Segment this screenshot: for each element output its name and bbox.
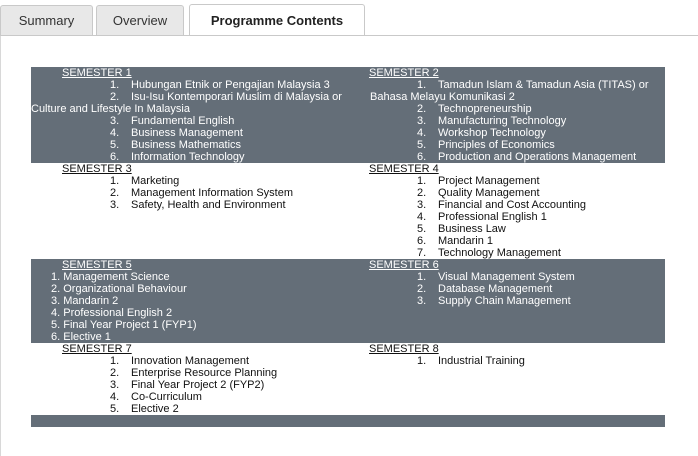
item-number: 1. (417, 175, 427, 187)
tab-summary[interactable]: Summary (0, 5, 93, 35)
semester-4-title: SEMESTER 4 (369, 163, 439, 175)
course-item: Information Technology (131, 151, 245, 163)
item-number: 5. (417, 223, 427, 235)
course-item: Mandarin 1 (438, 235, 494, 247)
item-number: 6. (417, 235, 427, 247)
course-item-continued: Culture and Lifestyle In Malaysia (31, 103, 190, 115)
item-number: 4. (110, 127, 120, 139)
course-item: Professional English 1 (438, 211, 547, 223)
course-item: Management Information System (131, 187, 294, 199)
tab-overview[interactable]: Overview (96, 5, 184, 35)
course-item: 4. Professional English 2 (51, 307, 173, 319)
item-number: 7. (417, 247, 427, 259)
semester-3-title: SEMESTER 3 (62, 163, 132, 175)
course-item: Technology Management (438, 247, 561, 259)
course-item: Hubungan Etnik or Pengajian Malaysia 3 (131, 79, 330, 91)
semester-5-title: SEMESTER 5 (62, 259, 132, 271)
course-item-continued: Bahasa Melayu Komunikasi 2 (370, 91, 515, 103)
item-number: 2. (110, 91, 120, 103)
course-item: Tamadun Islam & Tamadun Asia (TITAS) or (438, 79, 649, 91)
course-item: Financial and Cost Accounting (438, 199, 586, 211)
semester-3-cell (31, 163, 350, 259)
semester-7-cell (31, 343, 350, 415)
item-number: 3. (417, 295, 427, 307)
item-number: 4. (110, 391, 120, 403)
course-item: Visual Management System (438, 271, 575, 283)
item-number: 3. (110, 115, 120, 127)
item-number: 1. (417, 79, 427, 91)
course-item: Business Management (131, 127, 243, 139)
item-number: 1. (110, 175, 120, 187)
course-item: 6. Elective 1 (51, 331, 111, 343)
tab-divider (0, 35, 698, 36)
semester-row-2 (31, 163, 665, 259)
course-item: Co-Curriculum (131, 391, 202, 403)
item-number: 3. (417, 199, 427, 211)
item-number: 4. (417, 127, 427, 139)
course-item: Marketing (131, 175, 180, 187)
item-number: 4. (417, 211, 427, 223)
course-item: 5. Final Year Project 1 (FYP1) (51, 319, 197, 331)
item-number: 5. (417, 139, 427, 151)
item-number: 3. (417, 115, 427, 127)
table-footer-bar (31, 415, 665, 427)
course-item: Fundamental English (131, 115, 235, 127)
course-item: Industrial Training (438, 355, 525, 367)
footer-cell (31, 415, 350, 427)
semester-5-cell (31, 259, 350, 343)
course-item: Supply Chain Management (438, 295, 571, 307)
footer-cell (350, 415, 665, 427)
semester-6-cell (350, 259, 665, 343)
course-item: Technopreneurship (438, 103, 532, 115)
course-item: Enterprise Resource Planning (131, 367, 278, 379)
item-number: 2. (110, 367, 120, 379)
course-item: Workshop Technology (438, 127, 546, 139)
course-item: Project Management (438, 175, 540, 187)
item-number: 5. (110, 139, 120, 151)
course-item: 1. Management Science (51, 271, 170, 283)
semester-8-title: SEMESTER 8 (369, 343, 439, 355)
course-item: Final Year Project 2 (FYP2) (131, 379, 265, 391)
semester-8-cell (350, 343, 665, 415)
semester-2-title: SEMESTER 2 (369, 67, 439, 79)
item-number: 1. (110, 355, 120, 367)
course-item: 2. Organizational Behaviour (51, 283, 187, 295)
course-item: Business Law (438, 223, 506, 235)
course-item: Business Mathematics (131, 139, 242, 151)
item-number: 2. (110, 187, 120, 199)
course-item: Safety, Health and Environment (131, 199, 286, 211)
course-item: Database Management (438, 283, 553, 295)
course-item: Principles of Economics (438, 139, 555, 151)
item-number: 2. (417, 187, 427, 199)
tab-programme-contents[interactable]: Programme Contents (189, 4, 365, 36)
item-number: 2. (417, 283, 427, 295)
course-item: Innovation Management (131, 355, 250, 367)
semester-1-cell (31, 67, 350, 163)
course-item: Elective 2 (131, 403, 179, 415)
item-number: 6. (110, 151, 120, 163)
semester-4-cell (350, 163, 665, 259)
semester-row-4 (31, 343, 665, 415)
programme-contents-table (31, 67, 665, 427)
tab-bar (0, 0, 698, 36)
item-number: 3. (110, 379, 120, 391)
course-item: 3. Mandarin 2 (51, 295, 119, 307)
semester-7-title: SEMESTER 7 (62, 343, 132, 355)
item-number: 6. (417, 151, 427, 163)
course-item: Manufacturing Technology (438, 115, 567, 127)
semester-row-3 (31, 259, 665, 343)
item-number: 3. (110, 199, 120, 211)
semester-6-title: SEMESTER 6 (369, 259, 439, 271)
item-number: 1. (417, 271, 427, 283)
semester-1-title: SEMESTER 1 (62, 67, 132, 79)
semester-2-cell (350, 67, 665, 163)
course-item: Quality Management (438, 187, 540, 199)
item-number: 5. (110, 403, 120, 415)
item-number: 1. (110, 79, 120, 91)
semester-row-1 (31, 67, 665, 163)
item-number: 1. (417, 355, 427, 367)
item-number: 2. (417, 103, 427, 115)
course-item: Production and Operations Management (438, 151, 637, 163)
panel-left-border (0, 36, 1, 456)
course-item: Isu-Isu Kontemporari Muslim di Malaysia or (131, 91, 342, 103)
